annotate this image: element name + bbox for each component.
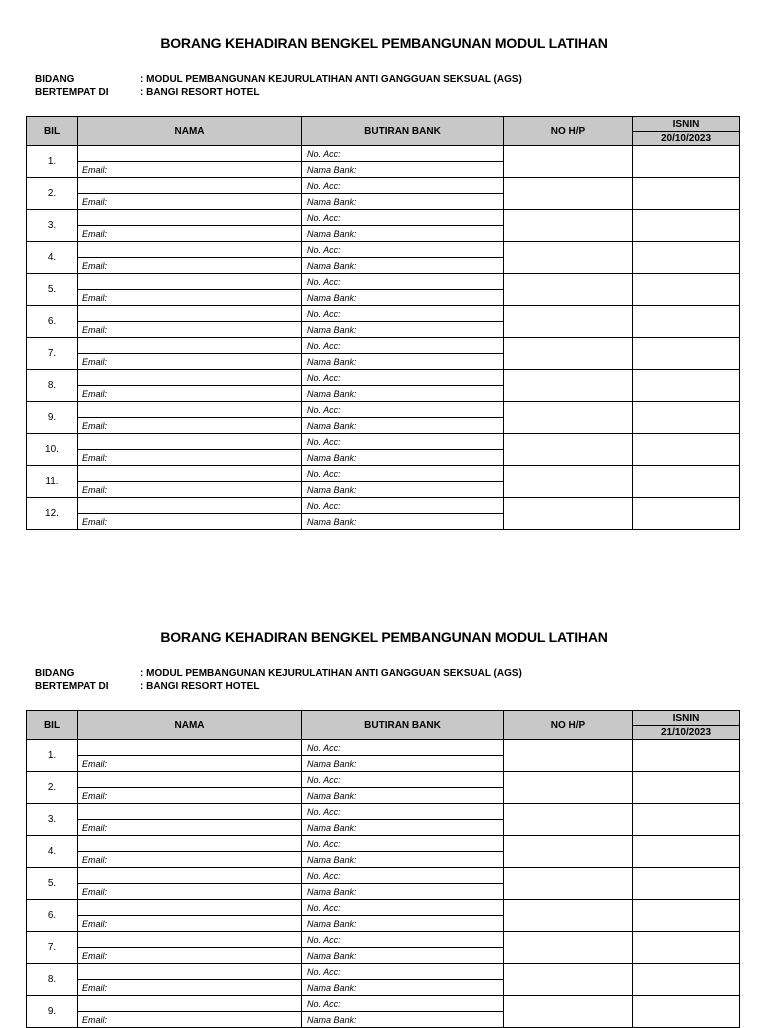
table-row — [27, 274, 740, 290]
no-acc-field[interactable]: No. Acc: — [302, 740, 504, 756]
table-row — [27, 306, 740, 322]
nama-field[interactable] — [78, 210, 302, 226]
nama-bank-field[interactable]: Nama Bank: — [302, 980, 504, 996]
table-row — [27, 242, 740, 258]
email-field[interactable]: Email: — [78, 482, 302, 498]
email-field[interactable]: Email: — [78, 1012, 302, 1028]
tempat-value: : BANGI RESORT HOTEL — [140, 87, 260, 98]
row-number: 7. — [27, 932, 78, 964]
form-info — [35, 667, 522, 693]
no-acc-field[interactable]: No. Acc: — [302, 210, 504, 226]
attendance-signature-field[interactable] — [633, 868, 740, 900]
row-number: 7. — [27, 338, 78, 370]
attendance-table — [26, 710, 740, 1028]
row-number: 2. — [27, 772, 78, 804]
row-number: 1. — [27, 146, 78, 178]
nama-bank-field[interactable]: Nama Bank: — [302, 514, 504, 530]
nama-bank-field[interactable]: Nama Bank: — [302, 290, 504, 306]
attendance-signature-field[interactable] — [633, 466, 740, 498]
no-acc-field[interactable]: No. Acc: — [302, 146, 504, 162]
no-hp-field[interactable] — [504, 498, 633, 530]
form-title: BORANG KEHADIRAN BENGKEL PEMBANGUNAN MODUL LATIHAN — [160, 35, 608, 51]
nama-field[interactable] — [78, 996, 302, 1012]
table-row — [27, 772, 740, 788]
no-acc-field[interactable]: No. Acc: — [302, 868, 504, 884]
no-hp-field[interactable] — [504, 306, 633, 338]
row-number: 4. — [27, 242, 78, 274]
table-row — [27, 178, 740, 194]
no-acc-field[interactable]: No. Acc: — [302, 338, 504, 354]
nama-field[interactable] — [78, 306, 302, 322]
email-field[interactable]: Email: — [78, 194, 302, 210]
email-field[interactable]: Email: — [78, 916, 302, 932]
table-row — [27, 804, 740, 820]
attendance-signature-field[interactable] — [633, 740, 740, 772]
header-nama: NAMA — [78, 117, 302, 146]
table-row — [27, 964, 740, 980]
attendance-signature-field[interactable] — [633, 932, 740, 964]
email-field[interactable]: Email: — [78, 884, 302, 900]
email-field[interactable]: Email: — [78, 514, 302, 530]
no-acc-field[interactable]: No. Acc: — [302, 242, 504, 258]
row-number: 3. — [27, 210, 78, 242]
nama-field[interactable] — [78, 498, 302, 514]
nama-bank-field[interactable]: Nama Bank: — [302, 852, 504, 868]
nama-bank-field[interactable]: Nama Bank: — [302, 756, 504, 772]
header-bil: BIL — [27, 711, 78, 740]
table-row — [27, 900, 740, 916]
nama-field[interactable] — [78, 868, 302, 884]
table-row — [27, 210, 740, 226]
nama-field[interactable] — [78, 338, 302, 354]
row-number: 8. — [27, 370, 78, 402]
no-hp-field[interactable] — [504, 772, 633, 804]
row-number: 4. — [27, 836, 78, 868]
header-butiran-bank: BUTIRAN BANK — [302, 117, 504, 146]
header-nama: NAMA — [78, 711, 302, 740]
no-acc-field[interactable]: No. Acc: — [302, 964, 504, 980]
email-field[interactable]: Email: — [78, 386, 302, 402]
no-hp-field[interactable] — [504, 996, 633, 1028]
attendance-signature-field[interactable] — [633, 178, 740, 210]
header-butiran-bank: BUTIRAN BANK — [302, 711, 504, 740]
no-acc-field[interactable]: No. Acc: — [302, 306, 504, 322]
attendance-signature-field[interactable] — [633, 146, 740, 178]
no-acc-field[interactable]: No. Acc: — [302, 772, 504, 788]
nama-bank-field[interactable]: Nama Bank: — [302, 162, 504, 178]
no-hp-field[interactable] — [504, 740, 633, 772]
form-info — [35, 73, 522, 99]
row-number: 9. — [27, 402, 78, 434]
nama-bank-field[interactable]: Nama Bank: — [302, 482, 504, 498]
attendance-signature-field[interactable] — [633, 402, 740, 434]
row-number: 9. — [27, 996, 78, 1028]
row-number: 12. — [27, 498, 78, 530]
header-day: ISNIN — [633, 711, 740, 726]
nama-field[interactable] — [78, 434, 302, 450]
attendance-signature-field[interactable] — [633, 210, 740, 242]
header-day: ISNIN — [633, 117, 740, 132]
attendance-signature-field[interactable] — [633, 370, 740, 402]
attendance-signature-field[interactable] — [633, 306, 740, 338]
no-hp-field[interactable] — [504, 370, 633, 402]
no-hp-field[interactable] — [504, 402, 633, 434]
no-hp-field[interactable] — [504, 178, 633, 210]
nama-field[interactable] — [78, 804, 302, 820]
row-number: 5. — [27, 274, 78, 306]
table-row — [27, 402, 740, 418]
nama-field[interactable] — [78, 242, 302, 258]
nama-field[interactable] — [78, 772, 302, 788]
header-no-hp: NO H/P — [504, 117, 633, 146]
email-field[interactable]: Email: — [78, 162, 302, 178]
email-field[interactable]: Email: — [78, 852, 302, 868]
table-row — [27, 868, 740, 884]
nama-bank-field[interactable]: Nama Bank: — [302, 386, 504, 402]
table-row — [27, 338, 740, 354]
email-field[interactable]: Email: — [78, 258, 302, 274]
attendance-signature-field[interactable] — [633, 242, 740, 274]
no-hp-field[interactable] — [504, 900, 633, 932]
header-no-hp: NO H/P — [504, 711, 633, 740]
no-hp-field[interactable] — [504, 242, 633, 274]
header-date: 21/10/2023 — [633, 726, 740, 740]
table-row — [27, 996, 740, 1012]
no-hp-field[interactable] — [504, 146, 633, 178]
tempat-label: BERTEMPAT DI — [35, 87, 109, 98]
no-acc-field[interactable]: No. Acc: — [302, 498, 504, 514]
no-acc-field[interactable]: No. Acc: — [302, 836, 504, 852]
no-hp-field[interactable] — [504, 274, 633, 306]
attendance-table — [26, 116, 740, 530]
no-hp-field[interactable] — [504, 434, 633, 466]
email-field[interactable]: Email: — [78, 418, 302, 434]
no-acc-field[interactable]: No. Acc: — [302, 466, 504, 482]
nama-field[interactable] — [78, 274, 302, 290]
row-number: 11. — [27, 466, 78, 498]
no-hp-field[interactable] — [504, 466, 633, 498]
no-hp-field[interactable] — [504, 932, 633, 964]
attendance-signature-field[interactable] — [633, 900, 740, 932]
no-hp-field[interactable] — [504, 338, 633, 370]
row-number: 5. — [27, 868, 78, 900]
no-acc-field[interactable]: No. Acc: — [302, 996, 504, 1012]
row-number: 8. — [27, 964, 78, 996]
header-bil: BIL — [27, 117, 78, 146]
row-number: 1. — [27, 740, 78, 772]
nama-bank-field[interactable]: Nama Bank: — [302, 354, 504, 370]
tempat-value: : BANGI RESORT HOTEL — [140, 681, 260, 692]
nama-bank-field[interactable]: Nama Bank: — [302, 226, 504, 242]
form-title: BORANG KEHADIRAN BENGKEL PEMBANGUNAN MODUL LATIHAN — [160, 629, 608, 645]
attendance-signature-field[interactable] — [633, 996, 740, 1028]
row-number: 3. — [27, 804, 78, 836]
nama-field[interactable] — [78, 466, 302, 482]
no-hp-field[interactable] — [504, 804, 633, 836]
email-field[interactable]: Email: — [78, 226, 302, 242]
table-row — [27, 146, 740, 162]
table-row — [27, 466, 740, 482]
table-row — [27, 836, 740, 852]
nama-field[interactable] — [78, 900, 302, 916]
no-hp-field[interactable] — [504, 836, 633, 868]
row-number: 6. — [27, 900, 78, 932]
nama-field[interactable] — [78, 932, 302, 948]
no-hp-field[interactable] — [504, 964, 633, 996]
email-field[interactable]: Email: — [78, 322, 302, 338]
no-hp-field[interactable] — [504, 210, 633, 242]
nama-field[interactable] — [78, 964, 302, 980]
no-acc-field[interactable]: No. Acc: — [302, 370, 504, 386]
attendance-signature-field[interactable] — [633, 434, 740, 466]
table-row — [27, 740, 740, 756]
attendance-signature-field[interactable] — [633, 274, 740, 306]
attendance-signature-field[interactable] — [633, 498, 740, 530]
nama-bank-field[interactable]: Nama Bank: — [302, 322, 504, 338]
email-field[interactable]: Email: — [78, 980, 302, 996]
email-field[interactable]: Email: — [78, 450, 302, 466]
email-field[interactable]: Email: — [78, 820, 302, 836]
attendance-signature-field[interactable] — [633, 836, 740, 868]
row-number: 10. — [27, 434, 78, 466]
no-hp-field[interactable] — [504, 868, 633, 900]
row-number: 2. — [27, 178, 78, 210]
nama-bank-field[interactable]: Nama Bank: — [302, 1012, 504, 1028]
no-acc-field[interactable]: No. Acc: — [302, 402, 504, 418]
nama-field[interactable] — [78, 836, 302, 852]
email-field[interactable]: Email: — [78, 948, 302, 964]
row-number: 6. — [27, 306, 78, 338]
table-row — [27, 370, 740, 386]
no-acc-field[interactable]: No. Acc: — [302, 178, 504, 194]
attendance-signature-field[interactable] — [633, 338, 740, 370]
email-field[interactable]: Email: — [78, 788, 302, 804]
nama-bank-field[interactable]: Nama Bank: — [302, 258, 504, 274]
nama-field[interactable] — [78, 370, 302, 386]
nama-field[interactable] — [78, 146, 302, 162]
no-acc-field[interactable]: No. Acc: — [302, 932, 504, 948]
email-field[interactable]: Email: — [78, 756, 302, 772]
email-field[interactable]: Email: — [78, 290, 302, 306]
nama-bank-field[interactable]: Nama Bank: — [302, 194, 504, 210]
table-row — [27, 498, 740, 514]
nama-field[interactable] — [78, 740, 302, 756]
nama-field[interactable] — [78, 178, 302, 194]
table-row — [27, 434, 740, 450]
attendance-signature-field[interactable] — [633, 964, 740, 996]
header-date: 20/10/2023 — [633, 132, 740, 146]
nama-bank-field[interactable]: Nama Bank: — [302, 450, 504, 466]
nama-bank-field[interactable]: Nama Bank: — [302, 820, 504, 836]
no-acc-field[interactable]: No. Acc: — [302, 900, 504, 916]
no-acc-field[interactable]: No. Acc: — [302, 804, 504, 820]
no-acc-field[interactable]: No. Acc: — [302, 434, 504, 450]
attendance-signature-field[interactable] — [633, 772, 740, 804]
attendance-signature-field[interactable] — [633, 804, 740, 836]
nama-bank-field[interactable]: Nama Bank: — [302, 884, 504, 900]
email-field[interactable]: Email: — [78, 354, 302, 370]
tempat-label: BERTEMPAT DI — [35, 681, 109, 692]
nama-bank-field[interactable]: Nama Bank: — [302, 948, 504, 964]
bidang-value: : MODUL PEMBANGUNAN KEJURULATIHAN ANTI GANGGUAN SEKSUAL (AGS) — [140, 668, 522, 679]
table-row — [27, 932, 740, 948]
nama-bank-field[interactable]: Nama Bank: — [302, 916, 504, 932]
no-acc-field[interactable]: No. Acc: — [302, 274, 504, 290]
nama-bank-field[interactable]: Nama Bank: — [302, 788, 504, 804]
bidang-label: BIDANG — [35, 668, 75, 679]
nama-bank-field[interactable]: Nama Bank: — [302, 418, 504, 434]
bidang-value: : MODUL PEMBANGUNAN KEJURULATIHAN ANTI GANGGUAN SEKSUAL (AGS) — [140, 74, 522, 85]
bidang-label: BIDANG — [35, 74, 75, 85]
nama-field[interactable] — [78, 402, 302, 418]
